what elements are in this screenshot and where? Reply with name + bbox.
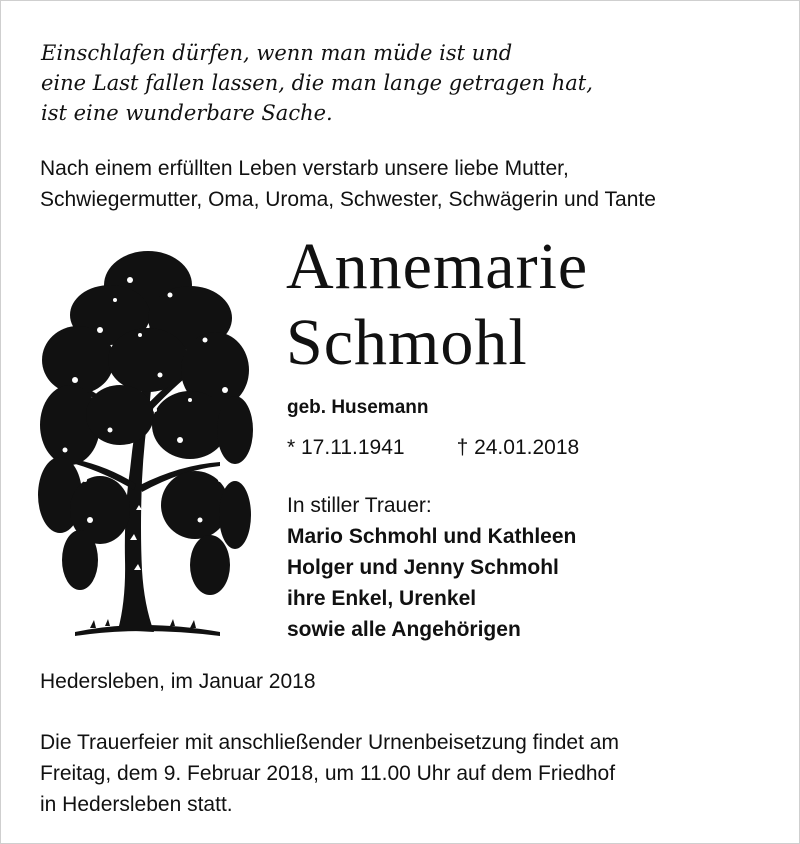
intro-text [40,153,656,215]
life-dates [287,436,579,460]
intro-line: Schwiegermutter, Oma, Uroma, Schwester, Schwägerin und Tante [40,188,656,211]
mourner-name: sowie alle Angehörigen [287,618,521,641]
funeral-line: Die Trauerfeier mit anschließender Urnenbeisetzung findet am [40,731,619,754]
poem [41,38,593,128]
first-name: Annemarie [286,230,589,303]
poem-line: ist eine wunderbare Sache. [41,101,333,125]
mourners-heading: In stiller Trauer: [287,494,432,517]
last-name: Schmohl [286,306,528,379]
mourner-name: ihre Enkel, Urenkel [287,587,477,610]
funeral-notice [40,727,619,820]
place-date: Hedersleben, im Januar 2018 [40,670,316,693]
poem-line: Einschlafen dürfen, wenn man müde ist und [41,41,513,65]
deceased-name [286,229,588,381]
intro-line: Nach einem erfüllten Leben verstarb unsere liebe Mutter, [40,157,569,180]
birch-tree-icon [30,240,255,645]
birth-date: * 17.11.1941 [287,436,405,459]
death-date: † 24.01.2018 [456,436,580,459]
funeral-line: Freitag, dem 9. Februar 2018, um 11.00 Uhr auf dem Friedhof [40,762,616,785]
birth-name: geb. Husemann [287,397,429,418]
poem-line: eine Last fallen lassen, die man lange getragen hat, [41,71,593,95]
mourner-name: Holger und Jenny Schmohl [287,556,559,579]
funeral-line: in Hedersleben statt. [40,793,233,816]
mourner-name: Mario Schmohl und Kathleen [287,525,577,548]
mourners-block [287,490,576,645]
